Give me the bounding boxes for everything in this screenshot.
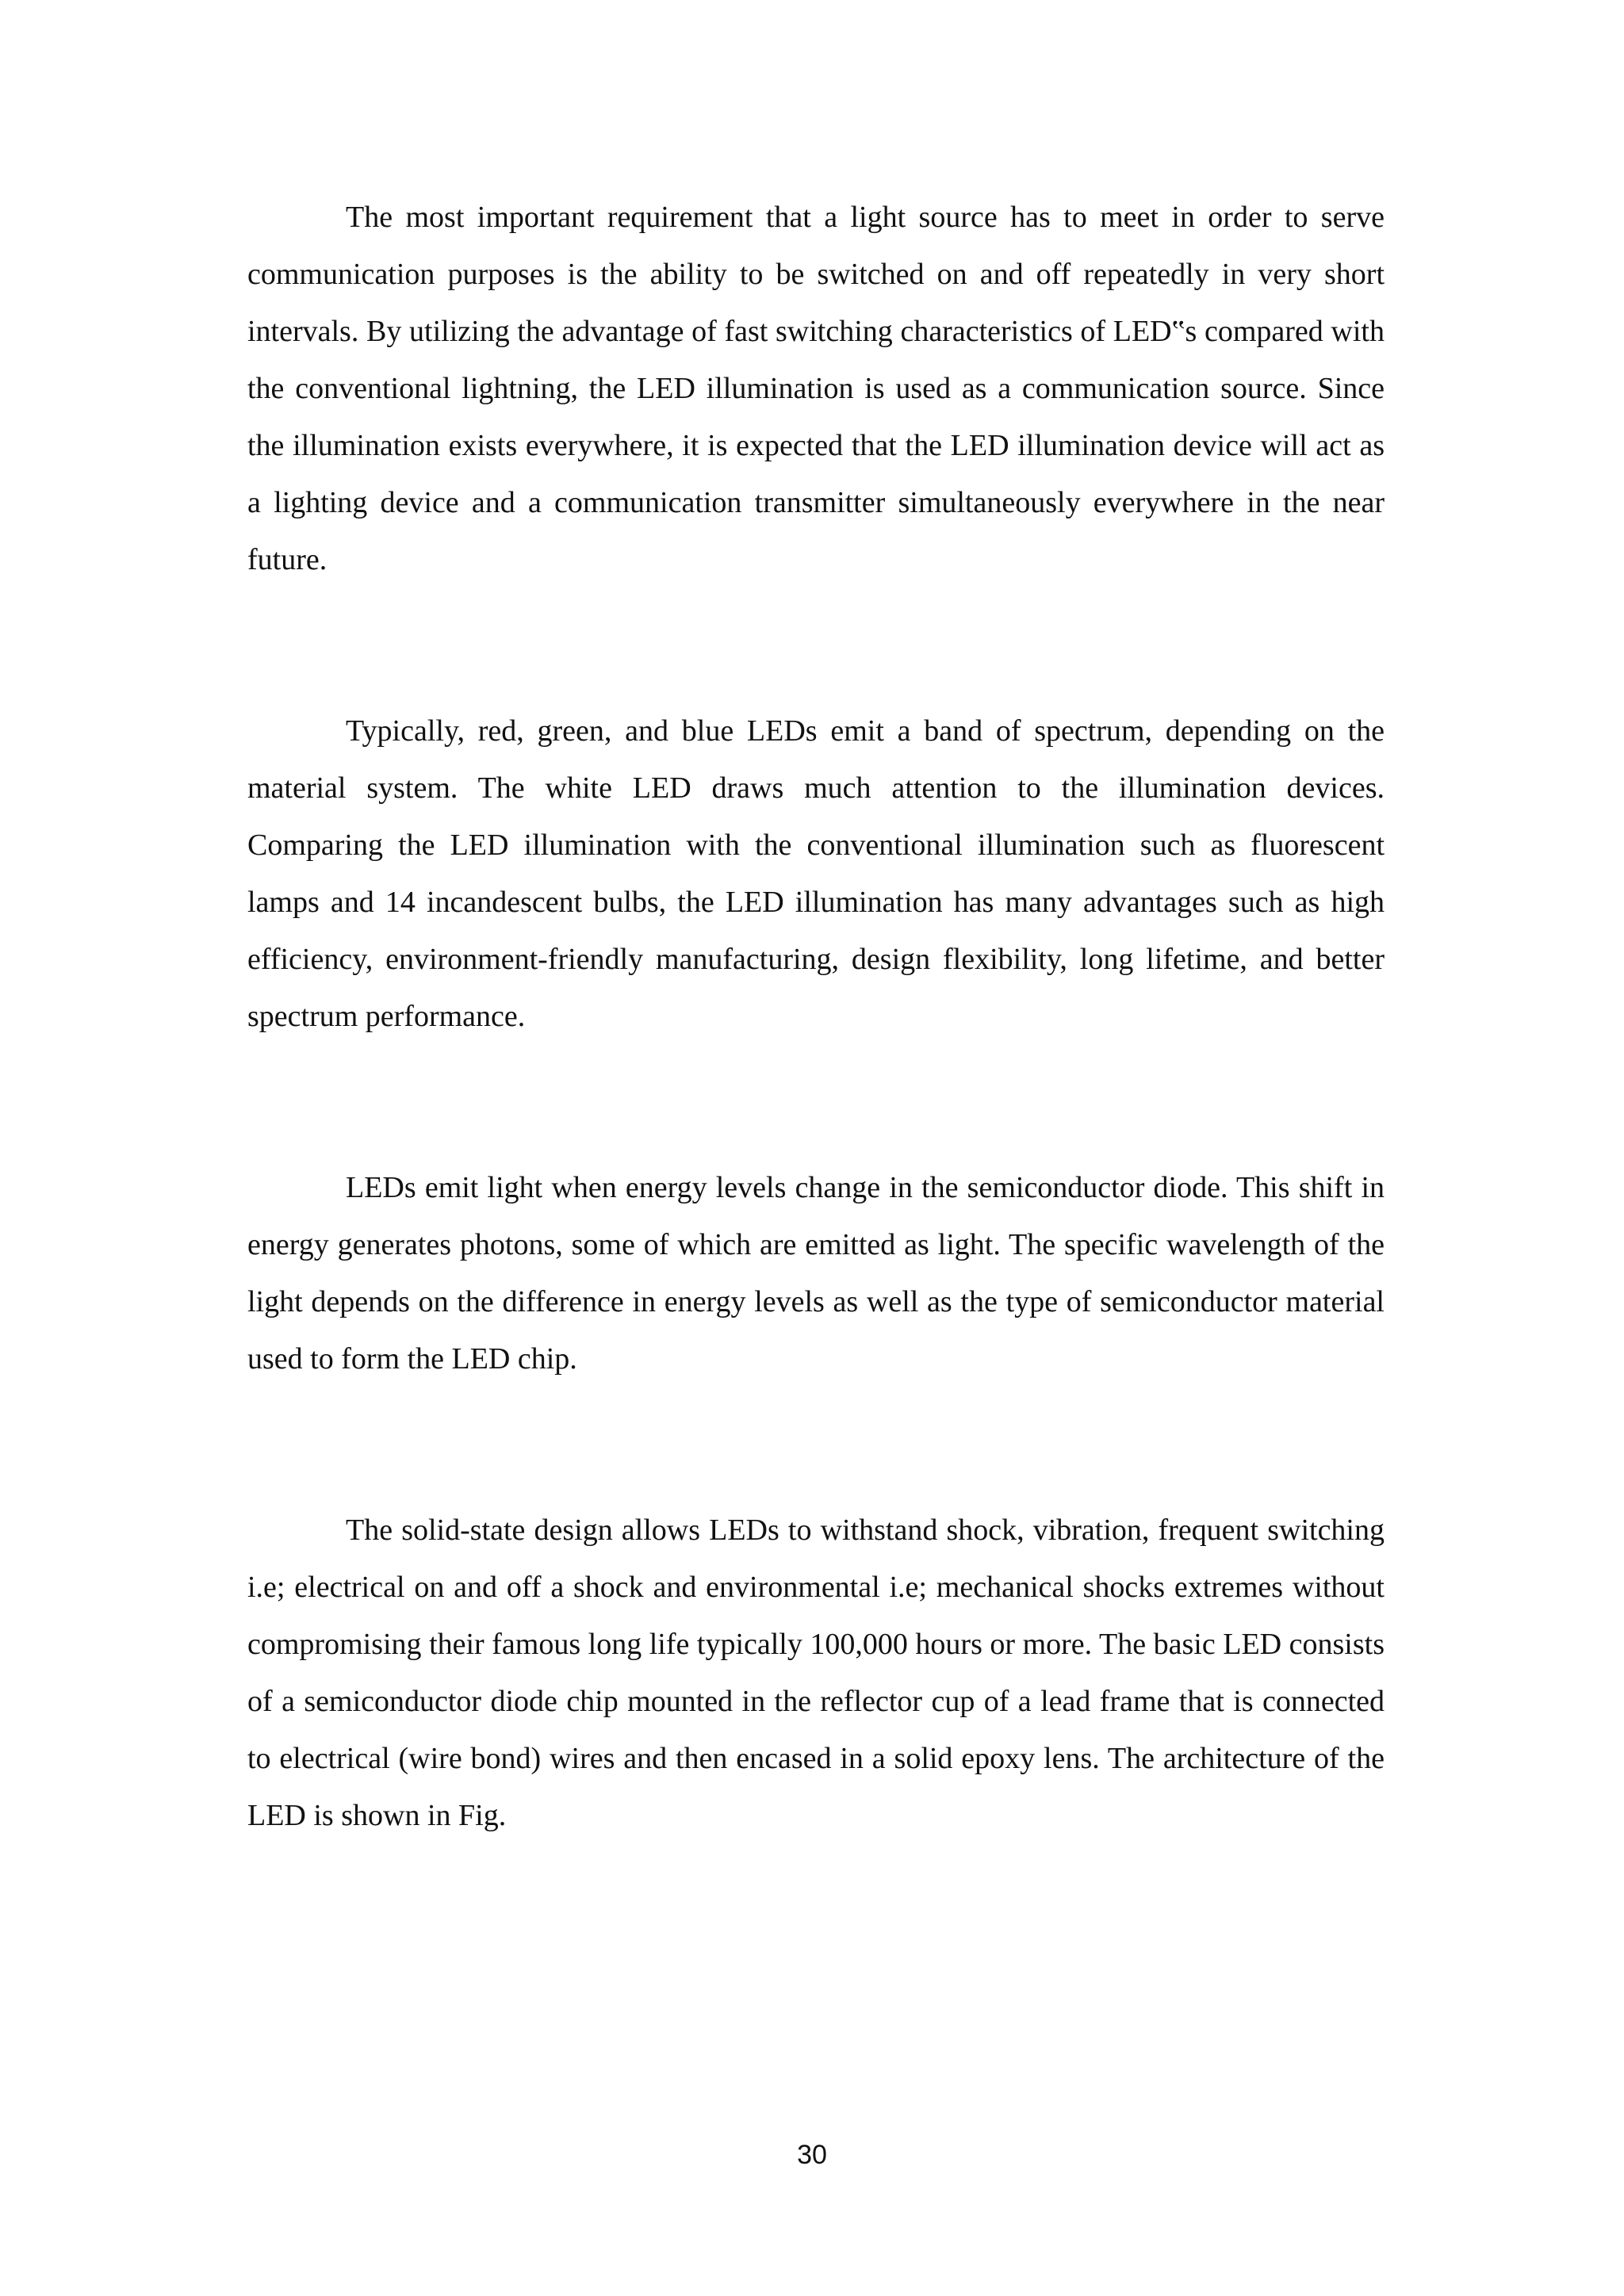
paragraph-1: The most important requirement that a light source has to meet in order to serve communication purposes is the ability to be switched on and off repeatedly in very short intervals. By utilizing the advantage of fast switching characteristics of LED‟s compared with the conventional lightning, the LED illumination is used as a communication source. Since the illumination exists everywhere, it is expected that the LED illumination device will act as a lighting device and a communication transmitter simultaneously everywhere in the near future. [247, 201, 1385, 576]
page-number: 30 [797, 2140, 827, 2170]
paragraph-2: Typically, red, green, and blue LEDs emit a band of spectrum, depending on the material system. The white LED draws much attention to the illumination devices. Comparing the LED illumination with the conventional illumination such as fluorescent lamps and 14 incandescent bulbs, the LED illumination has many advantages such as high efficiency, environment-friendly manufacturing, design flexibility, long lifetime, and better spectrum performance. [247, 714, 1385, 1033]
paragraph-4: The solid-state design allows LEDs to withstand shock, vibration, frequent switching i.e; electrical on and off a shock and environmental i.e; mechanical shocks extremes without compromising their famous long life typically 100,000 hours or more. The basic LED consists of a semiconductor diode chip mounted in the reflector cup of a lead frame that is connected to electrical (wire bond) wires and then encased in a solid epoxy lens. The architecture of the LED is shown in Fig. [247, 1513, 1385, 1832]
paragraph-3: LEDs emit light when energy levels change in the semiconductor diode. This shift in energy generates photons, some of which are emitted as light. The specific wavelength of the light depends on the difference in energy levels as well as the type of semiconductor material used to form the LED chip. [247, 1171, 1385, 1376]
body-text [247, 189, 1385, 1844]
